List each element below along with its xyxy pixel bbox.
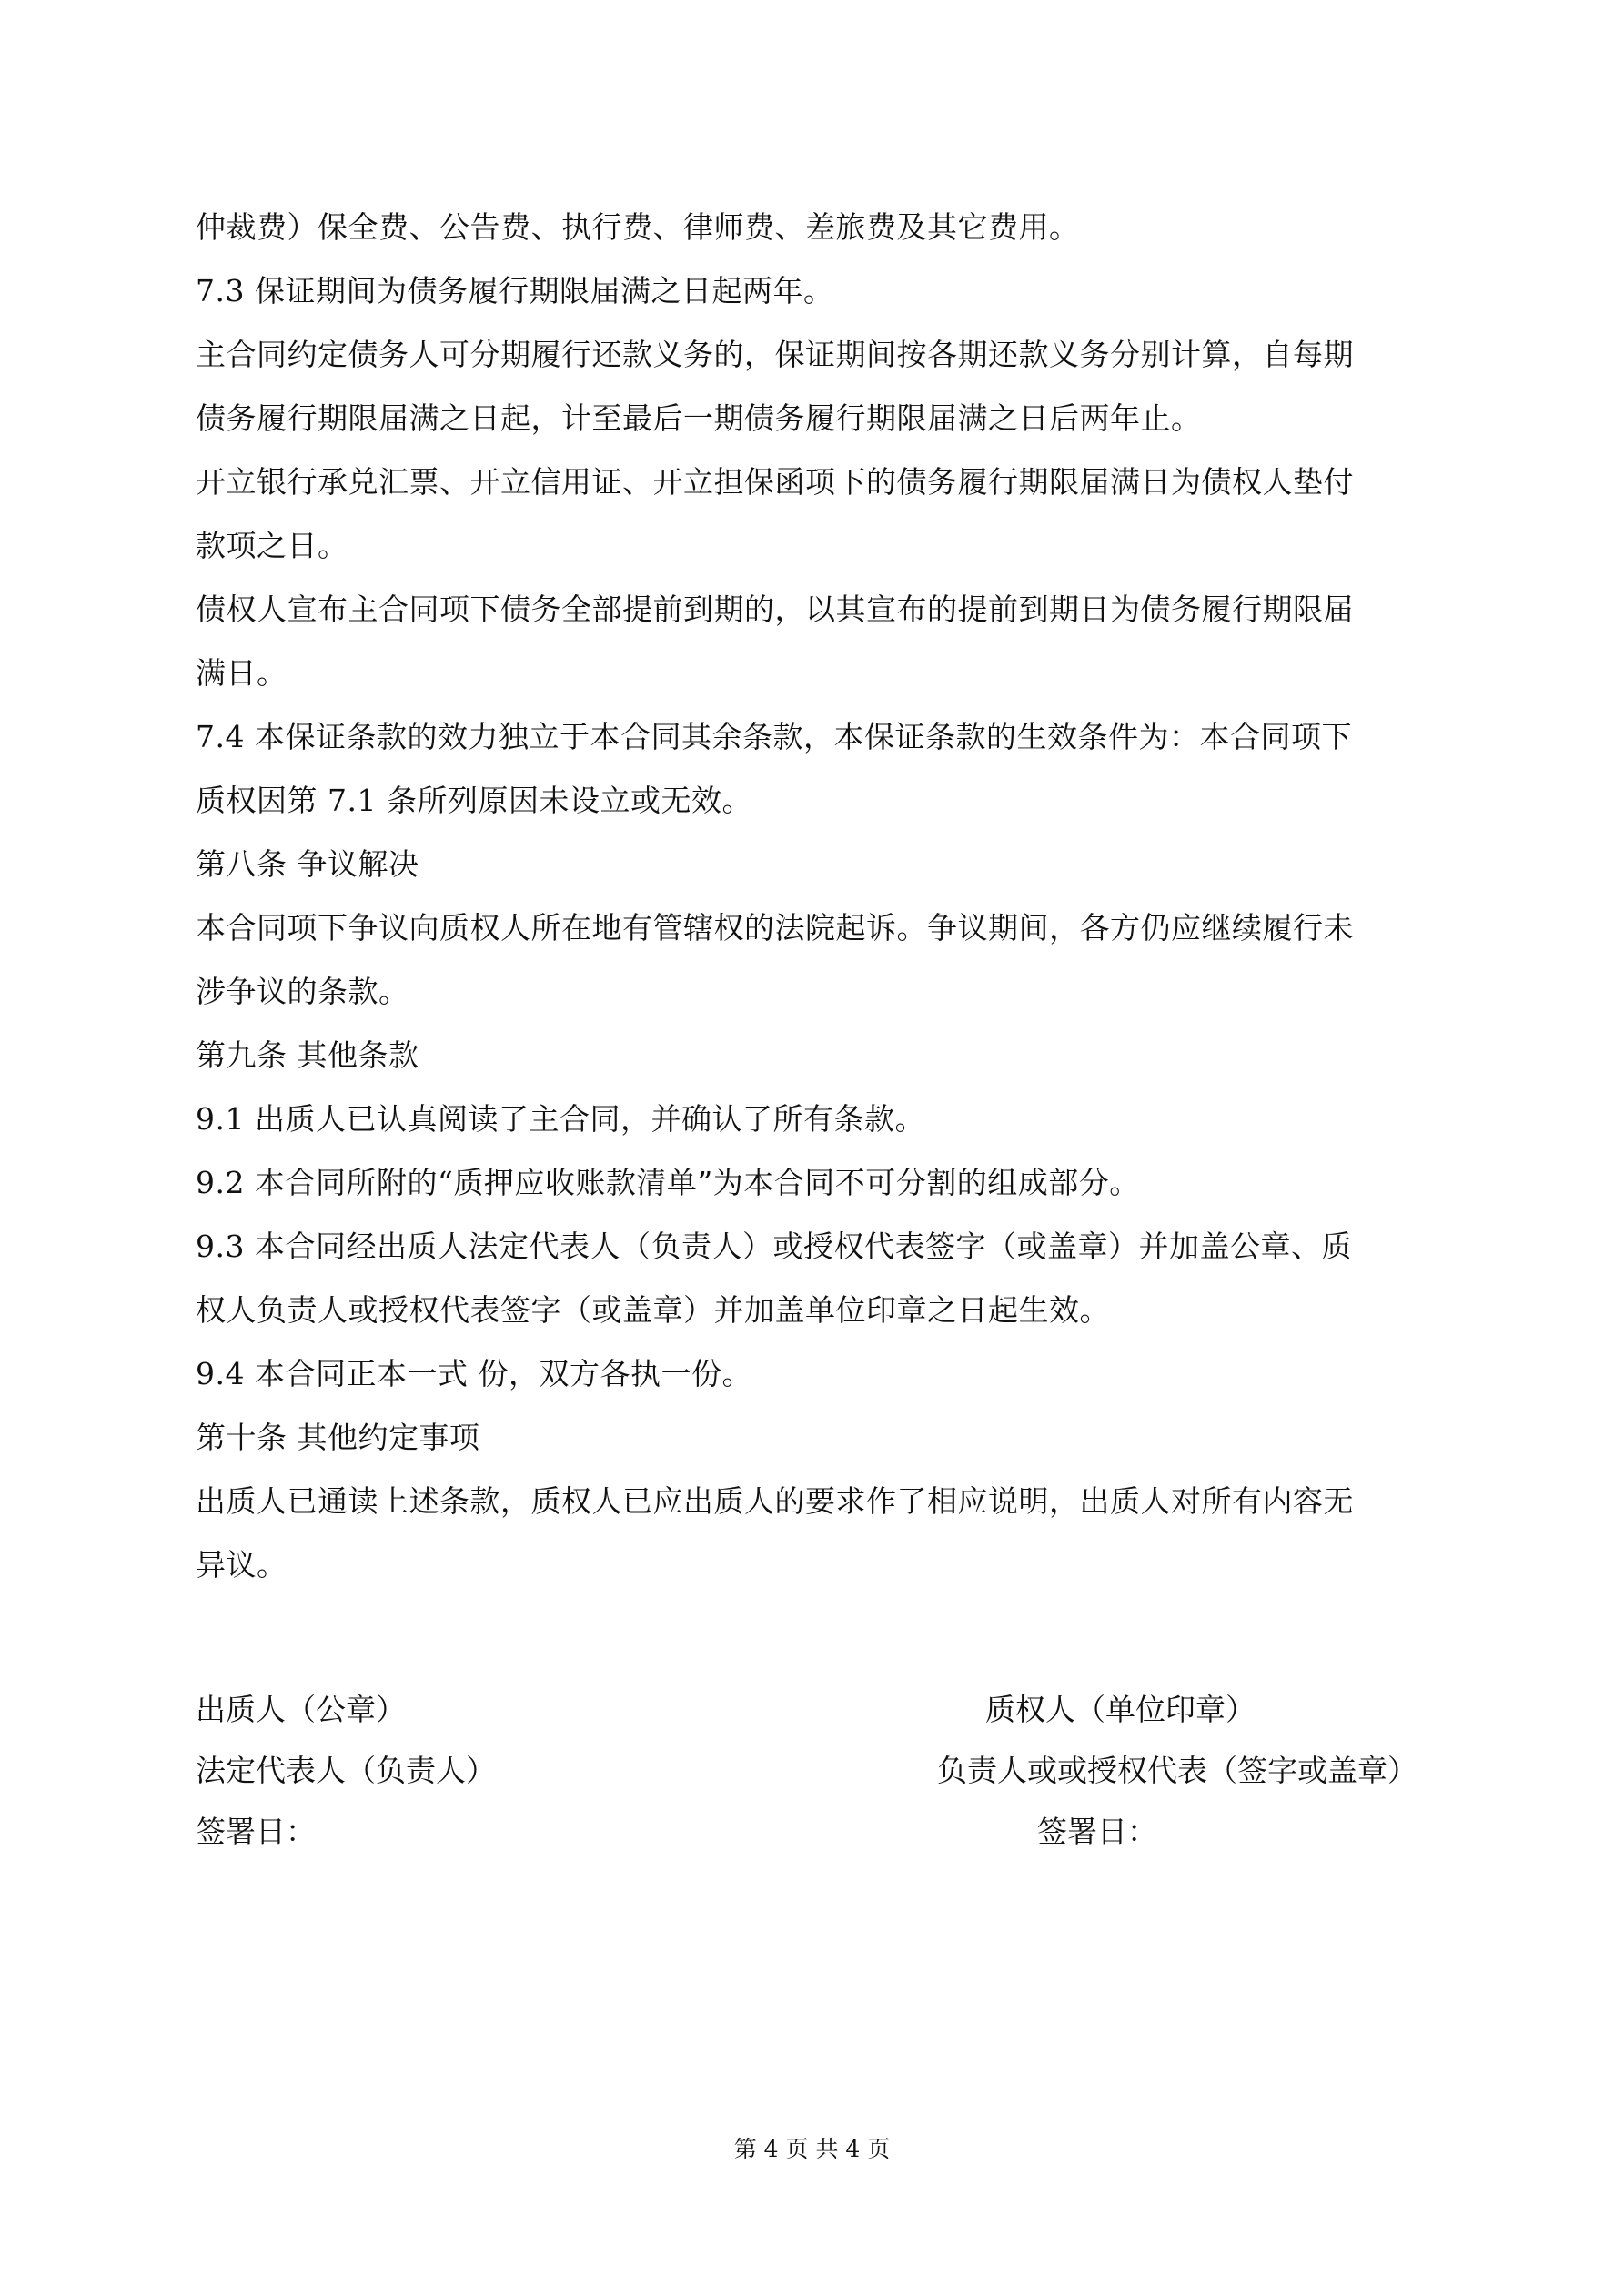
pledgee-representative-label: 负责人或或授权代表（签字或盖章） (937, 1753, 1417, 1788)
text-line: 仲裁费）保全费、公告费、执行费、律师费、差旅费及其它费用。 (196, 209, 1080, 245)
text-line: 主合同约定债务人可分期履行还款义务的，保证期间按各期还款义务分别计算，自每期 (196, 337, 1354, 372)
signature-row-representative (196, 1740, 1451, 1801)
signature-block (196, 1679, 1451, 1862)
text-line: 涉争议的条款。 (196, 974, 409, 1009)
text-line: 本合同项下争议向质权人所在地有管辖权的法院起诉。争议期间，各方仍应继续履行未 (196, 910, 1354, 946)
text-line: 权人负责人或授权代表签字（或盖章）并加盖单位印章之日起生效。 (196, 1292, 1110, 1328)
article-9-heading: 第九条 其他条款 (196, 1037, 419, 1073)
clause-7-3: 7.3 保证期间为债务履行期限届满之日起两年。 (196, 273, 834, 308)
text-line: 满日。 (196, 655, 287, 691)
contract-body (196, 196, 1451, 1597)
text-line: 款项之日。 (196, 528, 348, 563)
pledgee-date-label: 签署日： (1037, 1814, 1157, 1849)
signature-row-seal (196, 1679, 1451, 1740)
clause-9-3: 9.3 本合同经出质人法定代表人（负责人）或授权代表签字（或盖章）并加盖公章、质 (196, 1229, 1352, 1264)
page-number: 第 4 页 共 4 页 (733, 2136, 891, 2162)
text-line: 开立银行承兑汇票、开立信用证、开立担保函项下的债务履行期限届满日为债权人垫付 (196, 464, 1354, 500)
clause-9-4: 9.4 本合同正本一式 份，双方各执一份。 (196, 1356, 752, 1391)
pledgee-seal-label: 质权人（单位印章） (985, 1692, 1256, 1727)
pledgor-representative-label: 法定代表人（负责人） (196, 1753, 496, 1788)
pledgor-seal-label: 出质人（公章） (196, 1692, 406, 1727)
clause-9-1: 9.1 出质人已认真阅读了主合同，并确认了所有条款。 (196, 1101, 925, 1137)
text-line: 异议。 (196, 1547, 287, 1583)
text-line: 债权人宣布主合同项下债务全部提前到期的，以其宣布的提前到期日为债务履行期限届 (196, 592, 1354, 627)
text-line: 债务履行期限届满之日起，计至最后一期债务履行期限届满之日后两年止。 (196, 400, 1202, 436)
text-line: 出质人已通读上述条款，质权人已应出质人的要求作了相应说明，出质人对所有内容无 (196, 1483, 1354, 1519)
clause-9-2: 9.2 本合同所附的“质押应收账款清单”为本合同不可分割的组成部分。 (196, 1165, 1140, 1200)
article-10-heading: 第十条 其他约定事项 (196, 1420, 480, 1455)
text-line: 质权因第 7.1 条所列原因未设立或无效。 (196, 783, 752, 818)
signature-row-date (196, 1801, 1451, 1862)
article-8-heading: 第八条 争议解决 (196, 846, 419, 882)
pledgor-date-label: 签署日： (196, 1814, 316, 1849)
clause-7-4: 7.4 本保证条款的效力独立于本合同其余条款，本保证条款的生效条件为：本合同项下 (196, 719, 1352, 754)
